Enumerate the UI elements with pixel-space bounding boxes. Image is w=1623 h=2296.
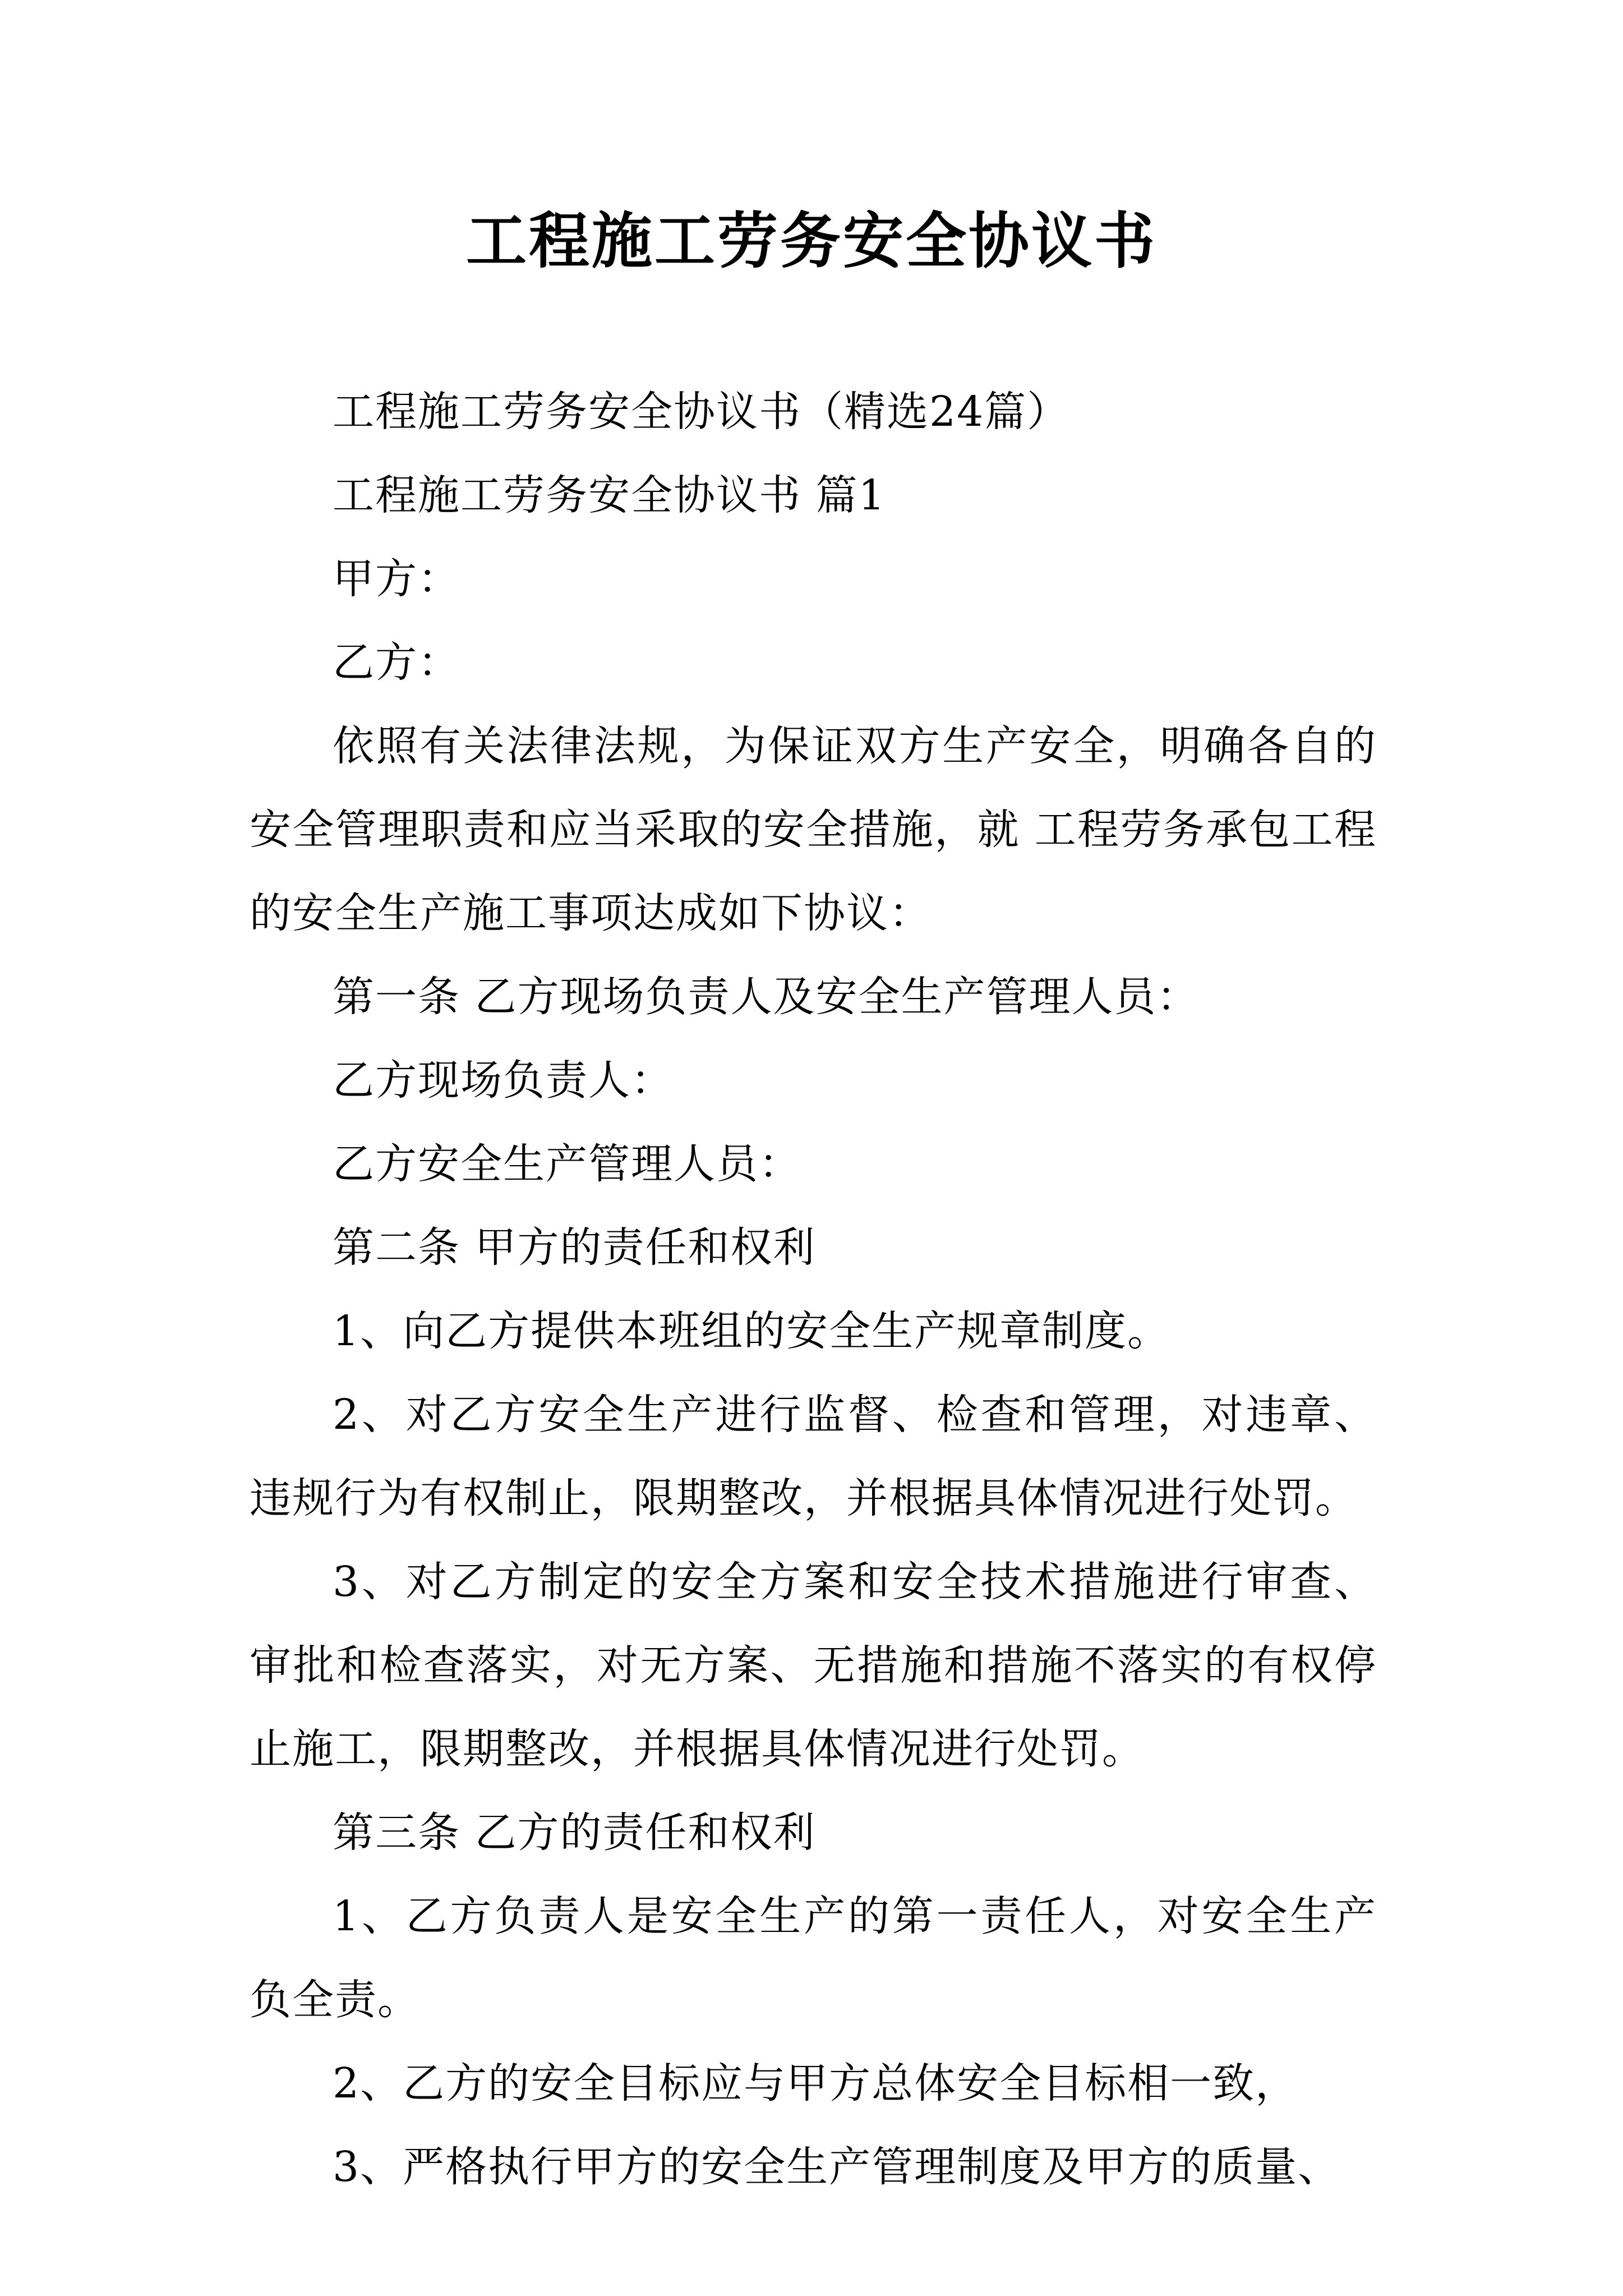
paragraph-article-3-item-2: 2、乙方的安全目标应与甲方总体安全目标相一致，: [333, 2059, 1298, 2108]
paragraph-article-2-item-3: 3、对乙方制定的安全方案和安全技术措施进行审查、审批和检查落实，对无方案、无措施和措施不落实的有权停止施工，限期整改，并根据具体情况进行处罚。: [250, 1558, 1377, 1773]
paragraph-article-2: 第二条 甲方的责任和权利: [333, 1223, 816, 1272]
document-title: 工程施工劳务安全协议书: [465, 206, 1157, 277]
paragraph-article-1: 第一条 乙方现场负责人及安全生产管理人员：: [333, 973, 1200, 1021]
paragraph-article-3-item-3: 3、严格执行甲方的安全生产管理制度及甲方的质量、: [333, 2143, 1341, 2191]
paragraph-article-2-item-2: 2、对乙方安全生产进行监督、检查和管理，对违章、违规行为有权制止，限期整改，并根据具体情况进行处罚。: [250, 1391, 1377, 1522]
paragraph-party-a: 甲方：: [333, 555, 460, 603]
paragraph-safety-manager: 乙方安全生产管理人员：: [333, 1140, 801, 1188]
paragraph-article-3: 第三条 乙方的责任和权利: [333, 1809, 816, 1857]
paragraph-preamble: 依照有关法律法规，为保证双方生产安全，明确各自的安全管理职责和应当采取的安全措施，就 工程劳务承包工程的安全生产施工事项达成如下协议：: [250, 722, 1377, 937]
paragraph-site-manager: 乙方现场负责人：: [333, 1056, 674, 1105]
paragraph-subtitle: 工程施工劳务安全协议书（精选24篇）: [333, 388, 1070, 436]
paragraph-party-b: 乙方：: [333, 638, 460, 687]
paragraph-section-heading: 工程施工劳务安全协议书 篇1: [333, 471, 886, 519]
paragraph-article-3-item-1: 1、乙方负责人是安全生产的第一责任人，对安全生产负全责。: [250, 1892, 1377, 2024]
paragraph-article-2-item-1: 1、向乙方提供本班组的安全生产规章制度。: [333, 1307, 1170, 1355]
document-body: [250, 370, 1377, 2209]
